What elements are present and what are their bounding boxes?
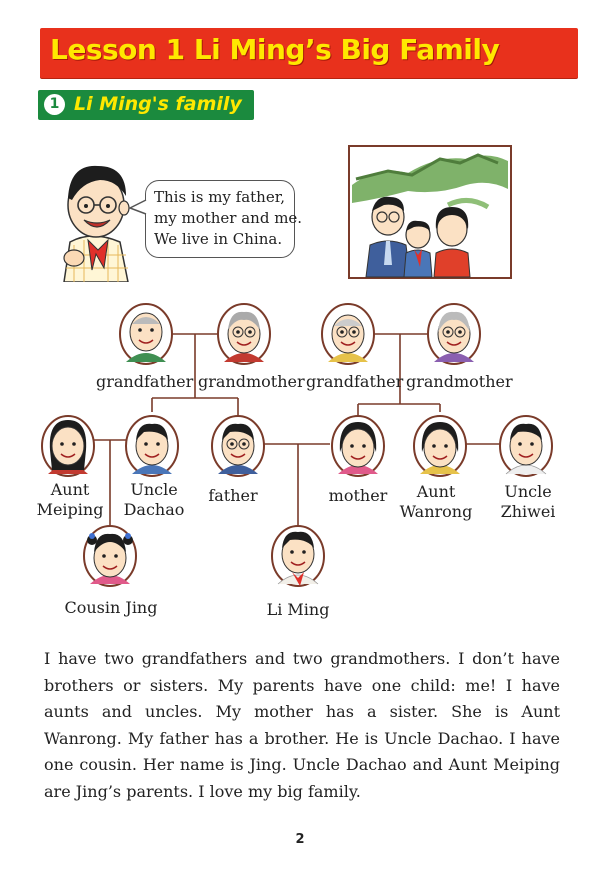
portrait-cousin-jing	[84, 526, 136, 586]
portrait-uncle-dachao	[126, 416, 178, 476]
label-line: Wanrong	[399, 502, 473, 521]
label-line: Zhiwei	[500, 502, 556, 521]
section-number-badge: 1	[44, 94, 65, 115]
label-grandfather-2: grandfather	[306, 372, 404, 391]
reading-paragraph: I have two grandfathers and two grandmothers. I don’t have brothers or sisters. My parents have one child: me! I have aunts and uncles. My mother has a sister. She is Aunt Wanrong. My father has a brother. He is Uncle Dachao. I have one cousin. Her name is Jing. Uncle Dachao and Aunt Meiping are Jing’s parents. I love my big family.	[44, 649, 560, 801]
lesson-title: Lesson 1 Li Ming’s Big Family	[50, 33, 500, 66]
portrait-grandfather-1	[120, 304, 172, 364]
label-line: Aunt	[416, 482, 456, 501]
label-aunt-wanrong	[396, 482, 476, 522]
speech-line: my mother and me.	[154, 209, 303, 227]
label-father: father	[208, 486, 258, 505]
label-aunt-meiping	[30, 480, 110, 520]
label-mother: mother	[328, 486, 388, 505]
label-grandmother-1: grandmother	[198, 372, 305, 391]
portrait-uncle-zhiwei	[500, 416, 552, 476]
portrait-mother	[332, 416, 384, 476]
portrait-li-ming	[272, 526, 324, 586]
label-line: Aunt	[50, 480, 90, 499]
label-line: Uncle	[504, 482, 552, 501]
portrait-grandfather-2	[322, 304, 374, 364]
portrait-grandmother-1	[218, 304, 270, 364]
label-line: Meiping	[36, 500, 104, 519]
speech-line: We live in China.	[154, 230, 283, 248]
label-grandfather-1: grandfather	[96, 372, 194, 391]
section-title: Li Ming's family	[74, 93, 242, 115]
page-number: 2	[295, 832, 305, 847]
label-uncle-dachao	[114, 480, 194, 520]
portrait-aunt-meiping	[42, 416, 94, 476]
label-line: Dachao	[123, 500, 185, 519]
speech-line: This is my father,	[154, 188, 286, 206]
label-uncle-zhiwei	[490, 482, 566, 522]
label-li-ming: Li Ming	[266, 600, 330, 619]
label-line: Uncle	[130, 480, 178, 499]
label-cousin-jing: Cousin Jing	[64, 598, 158, 617]
portrait-grandmother-2	[428, 304, 480, 364]
portrait-father	[212, 416, 264, 476]
label-grandmother-2: grandmother	[406, 372, 513, 391]
portrait-aunt-wanrong	[414, 416, 466, 476]
